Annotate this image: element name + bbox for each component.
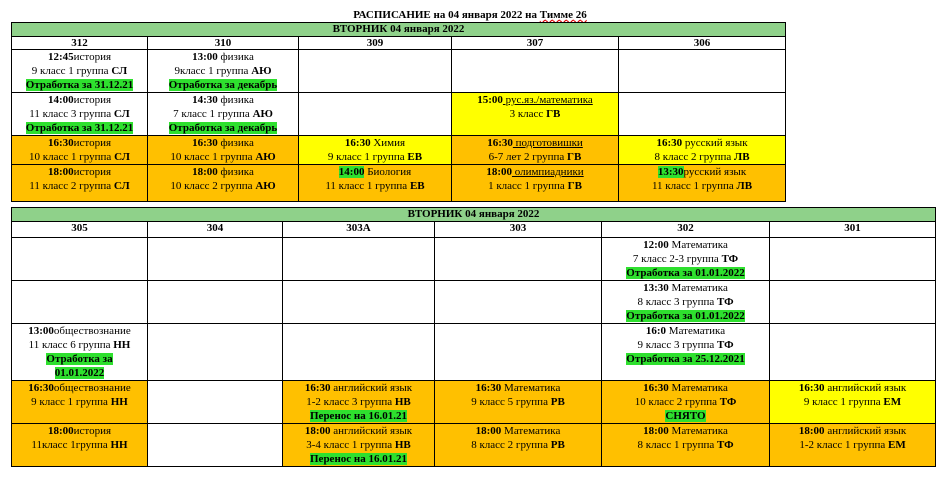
lesson-cell (435, 381, 602, 424)
empty-cell (435, 281, 602, 324)
lesson-subject: русский язык (683, 166, 747, 178)
lesson-cell (602, 381, 770, 424)
lesson-subject: Математика (668, 239, 728, 251)
empty-cell (283, 238, 435, 281)
lesson-teacher: СЛ (111, 65, 128, 77)
lesson-subject: история (73, 51, 112, 63)
lesson-subject: обществознание (53, 382, 131, 394)
lesson-note: Отработка за 25.12.2021 (626, 353, 745, 365)
room-header: 303А (283, 222, 435, 238)
lesson-note: Отработка за 31.12.21 (25, 122, 134, 134)
lesson-subject: рус.яз./математика (502, 94, 593, 106)
lesson-note: Отработка за 01.01.2022 (626, 267, 745, 279)
lesson-subject: история (73, 94, 112, 106)
empty-cell (283, 281, 435, 324)
lesson-subject: Математика (668, 425, 728, 437)
lesson-cell (283, 381, 435, 424)
lesson-time: 16:30 (656, 137, 683, 149)
lesson-teacher: РВ (550, 439, 565, 451)
lesson-subject: английский язык (330, 382, 413, 394)
lesson-group: 8 класс 2 группа (654, 151, 732, 163)
lesson-teacher: НН (110, 396, 128, 408)
lesson-note: СНЯТО (665, 410, 706, 422)
lesson-cell (148, 50, 299, 93)
lesson-cell (619, 136, 786, 165)
lesson-cell (12, 324, 148, 381)
lesson-cell (12, 165, 148, 202)
lesson-cell (148, 136, 299, 165)
empty-cell (283, 324, 435, 381)
lesson-group: 11 класс 1 группа (325, 180, 408, 192)
lesson-group: 10 класс 2 группа (634, 396, 717, 408)
lesson-teacher: ТФ (716, 296, 734, 308)
lesson-group: 9 класс 1 группа (31, 396, 108, 408)
lesson-note: Перенос на 16.01.21 (310, 453, 407, 465)
lesson-time: 16:0 (645, 325, 667, 337)
lesson-cell (452, 136, 619, 165)
room-header: 306 (619, 37, 786, 50)
empty-cell (299, 93, 452, 136)
lesson-teacher: АЮ (251, 65, 272, 77)
empty-cell (619, 50, 786, 93)
lesson-time: 18:00 (47, 425, 74, 437)
lesson-subject: Химия (370, 137, 406, 149)
lesson-teacher: АЮ (252, 108, 273, 120)
lesson-time: 16:30 (304, 382, 331, 394)
lesson-teacher: ТФ (721, 253, 739, 265)
lesson-note: Отработка за декабрь (168, 122, 278, 134)
lesson-teacher: ТФ (716, 339, 734, 351)
lesson-time: 13:00 (192, 51, 218, 63)
lesson-cell (602, 281, 770, 324)
lesson-note: Отработка за 31.12.21 (25, 79, 134, 91)
lesson-subject: физика (217, 166, 254, 178)
lesson-time: 14:00 (47, 94, 74, 106)
lesson-group: 9 класс 1 группа (31, 65, 109, 77)
lesson-teacher: НН (113, 339, 131, 351)
schedule-table-2 (11, 207, 936, 467)
lesson-teacher: ЛВ (734, 151, 750, 163)
lesson-group: 1-2 класс 1 группа (799, 439, 886, 451)
lesson-cell (148, 93, 299, 136)
lesson-group: 9класс 1 группа (174, 65, 249, 77)
lesson-group: 3-4 класс 1 группа (306, 439, 393, 451)
lesson-teacher: ГВ (546, 108, 561, 120)
lesson-teacher: НВ (394, 396, 411, 408)
lesson-time: 12:00 (643, 239, 669, 251)
day-header: ВТОРНИК 04 января 2022 (12, 23, 786, 37)
empty-cell (770, 281, 936, 324)
lesson-time: 18:00 (475, 425, 502, 437)
lesson-cell (12, 136, 148, 165)
lesson-group: 9 класс 1 группа (803, 396, 881, 408)
lesson-cell (299, 136, 452, 165)
lesson-group: 9 класс 3 группа (637, 339, 715, 351)
lesson-group: 3 класс (509, 108, 544, 120)
room-header: 312 (12, 37, 148, 50)
room-header: 305 (12, 222, 148, 238)
lesson-cell (602, 238, 770, 281)
empty-cell (12, 281, 148, 324)
lesson-subject: английский язык (330, 425, 413, 437)
lesson-subject: подготовишки (512, 137, 583, 149)
title-main: РАСПИСАНИЕ на 04 января 2022 на (353, 9, 537, 21)
room-header: 301 (770, 222, 936, 238)
lesson-time: 18:00 (47, 166, 74, 178)
title-location: Тимме 26 (539, 9, 587, 21)
lesson-teacher: ГВ (567, 151, 582, 163)
empty-cell (299, 50, 452, 93)
lesson-group: 11 класс 6 группа (28, 339, 111, 351)
lesson-cell (602, 324, 770, 381)
lesson-cell (283, 424, 435, 467)
lesson-cell (12, 381, 148, 424)
lesson-group: 8 класс 1 группа (637, 439, 715, 451)
lesson-cell (602, 424, 770, 467)
room-header: 304 (148, 222, 283, 238)
empty-cell (148, 281, 283, 324)
lesson-time: 16:30 (344, 137, 371, 149)
lesson-time: 16:30 (475, 382, 502, 394)
room-header: 302 (602, 222, 770, 238)
lesson-cell (452, 165, 619, 202)
empty-cell (452, 50, 619, 93)
empty-cell (148, 424, 283, 467)
lesson-teacher: АЮ (255, 180, 276, 192)
lesson-cell (770, 424, 936, 467)
lesson-cell (12, 93, 148, 136)
lesson-note: Отработка за (46, 353, 113, 365)
lesson-group: 1-2 класс 3 группа (306, 396, 393, 408)
lesson-cell (435, 424, 602, 467)
lesson-teacher: СЛ (114, 151, 130, 163)
empty-cell (770, 238, 936, 281)
lesson-teacher: НВ (394, 439, 411, 451)
page-title (0, 9, 940, 22)
lesson-subject: Математика (501, 425, 561, 437)
lesson-group: 9 класс 5 группа (471, 396, 548, 408)
lesson-time: 18:00 (643, 425, 669, 437)
lesson-teacher: ТФ (716, 439, 734, 451)
lesson-time: 13:30 (643, 282, 669, 294)
lesson-time: 16:30 (192, 137, 218, 149)
lesson-subject: Математика (501, 382, 561, 394)
empty-cell (12, 238, 148, 281)
lesson-time: 12:45 (47, 51, 74, 63)
lesson-group: 7 класс 2-3 группа (632, 253, 719, 265)
lesson-cell (299, 165, 452, 202)
lesson-subject: Математика (668, 382, 728, 394)
lesson-group: 10 класс 1 группа (170, 151, 253, 163)
room-header: 309 (299, 37, 452, 50)
lesson-teacher: СЛ (113, 180, 130, 192)
lesson-time: 16:30 (643, 382, 669, 394)
lesson-group: 10 класс 1 группа (29, 151, 112, 163)
lesson-subject: обществознание (53, 325, 131, 337)
lesson-group: 8 класс 3 группа (637, 296, 715, 308)
lesson-cell (12, 424, 148, 467)
lesson-group: 10 класс 2 группа (170, 180, 253, 192)
lesson-group: 9 класс 1 группа (327, 151, 405, 163)
empty-cell (435, 324, 602, 381)
lesson-teacher: ГВ (567, 180, 582, 192)
lesson-subject: физика (217, 94, 254, 106)
lesson-time: 15:00 (477, 94, 503, 106)
lesson-note: Отработка за 01.01.2022 (626, 310, 745, 322)
lesson-cell (619, 165, 786, 202)
lesson-cell (770, 381, 936, 424)
lesson-note: 01.01.2022 (54, 367, 105, 379)
lesson-group: 8 класс 2 группа (471, 439, 548, 451)
lesson-cell (452, 93, 619, 136)
lesson-subject: история (73, 425, 112, 437)
empty-cell (435, 238, 602, 281)
schedule-table-1 (11, 22, 786, 202)
empty-cell (619, 93, 786, 136)
empty-cell (148, 381, 283, 424)
lesson-note: Отработка за декабрь (168, 79, 278, 91)
lesson-note: Перенос на 16.01.21 (310, 410, 407, 422)
room-header: 307 (452, 37, 619, 50)
lesson-teacher: ЕВ (409, 180, 425, 192)
day-header: ВТОРНИК 04 января 2022 (12, 208, 936, 222)
lesson-teacher: ЕМ (883, 396, 902, 408)
lesson-subject: Биология (364, 166, 412, 178)
lesson-subject: история (73, 166, 112, 178)
lesson-subject: Математика (668, 282, 728, 294)
room-header: 310 (148, 37, 299, 50)
lesson-teacher: ЛВ (736, 180, 753, 192)
lesson-time: 14:30 (192, 94, 218, 106)
lesson-teacher: ЕВ (407, 151, 423, 163)
lesson-subject: Математика (666, 325, 726, 337)
lesson-subject: физика (217, 51, 254, 63)
lesson-subject: русский язык (682, 137, 748, 149)
lesson-time: 18:00 (304, 425, 331, 437)
lesson-time: 14:00 (338, 166, 365, 178)
lesson-subject: история (73, 137, 112, 149)
lesson-subject: английский язык (824, 425, 907, 437)
lesson-teacher: НН (110, 439, 128, 451)
lesson-cell (12, 50, 148, 93)
lesson-group: 11 класс 1 группа (651, 180, 734, 192)
lesson-group: 11 класс 2 группа (29, 180, 112, 192)
lesson-teacher: ТФ (719, 396, 737, 408)
lesson-teacher: РВ (550, 396, 565, 408)
lesson-time: 16:30 (798, 382, 825, 394)
lesson-subject: физика (217, 137, 254, 149)
empty-cell (148, 324, 283, 381)
lesson-group: 1 класс 1 группа (488, 180, 565, 192)
lesson-group: 11 класс 3 группа (29, 108, 112, 120)
lesson-subject: английский язык (824, 382, 907, 394)
lesson-time: 16:30 (47, 137, 74, 149)
lesson-time: 18:00 (192, 166, 218, 178)
lesson-cell (148, 165, 299, 202)
lesson-time: 13:00 (28, 325, 54, 337)
lesson-time: 18:00 (798, 425, 825, 437)
lesson-group: 11класс 1группа (31, 439, 108, 451)
lesson-teacher: ЕМ (888, 439, 906, 451)
lesson-time: 13:30 (657, 166, 684, 178)
lesson-group: 6-7 лет 2 группа (488, 151, 565, 163)
lesson-group: 7 класс 1 группа (173, 108, 250, 120)
empty-cell (148, 238, 283, 281)
room-header: 303 (435, 222, 602, 238)
lesson-teacher: СЛ (113, 108, 130, 120)
lesson-teacher: АЮ (255, 151, 276, 163)
lesson-time: 16:30 (28, 382, 54, 394)
lesson-subject: олимпиадники (511, 166, 584, 178)
empty-cell (770, 324, 936, 381)
lesson-time: 16:30 (487, 137, 513, 149)
lesson-time: 18:00 (486, 166, 512, 178)
